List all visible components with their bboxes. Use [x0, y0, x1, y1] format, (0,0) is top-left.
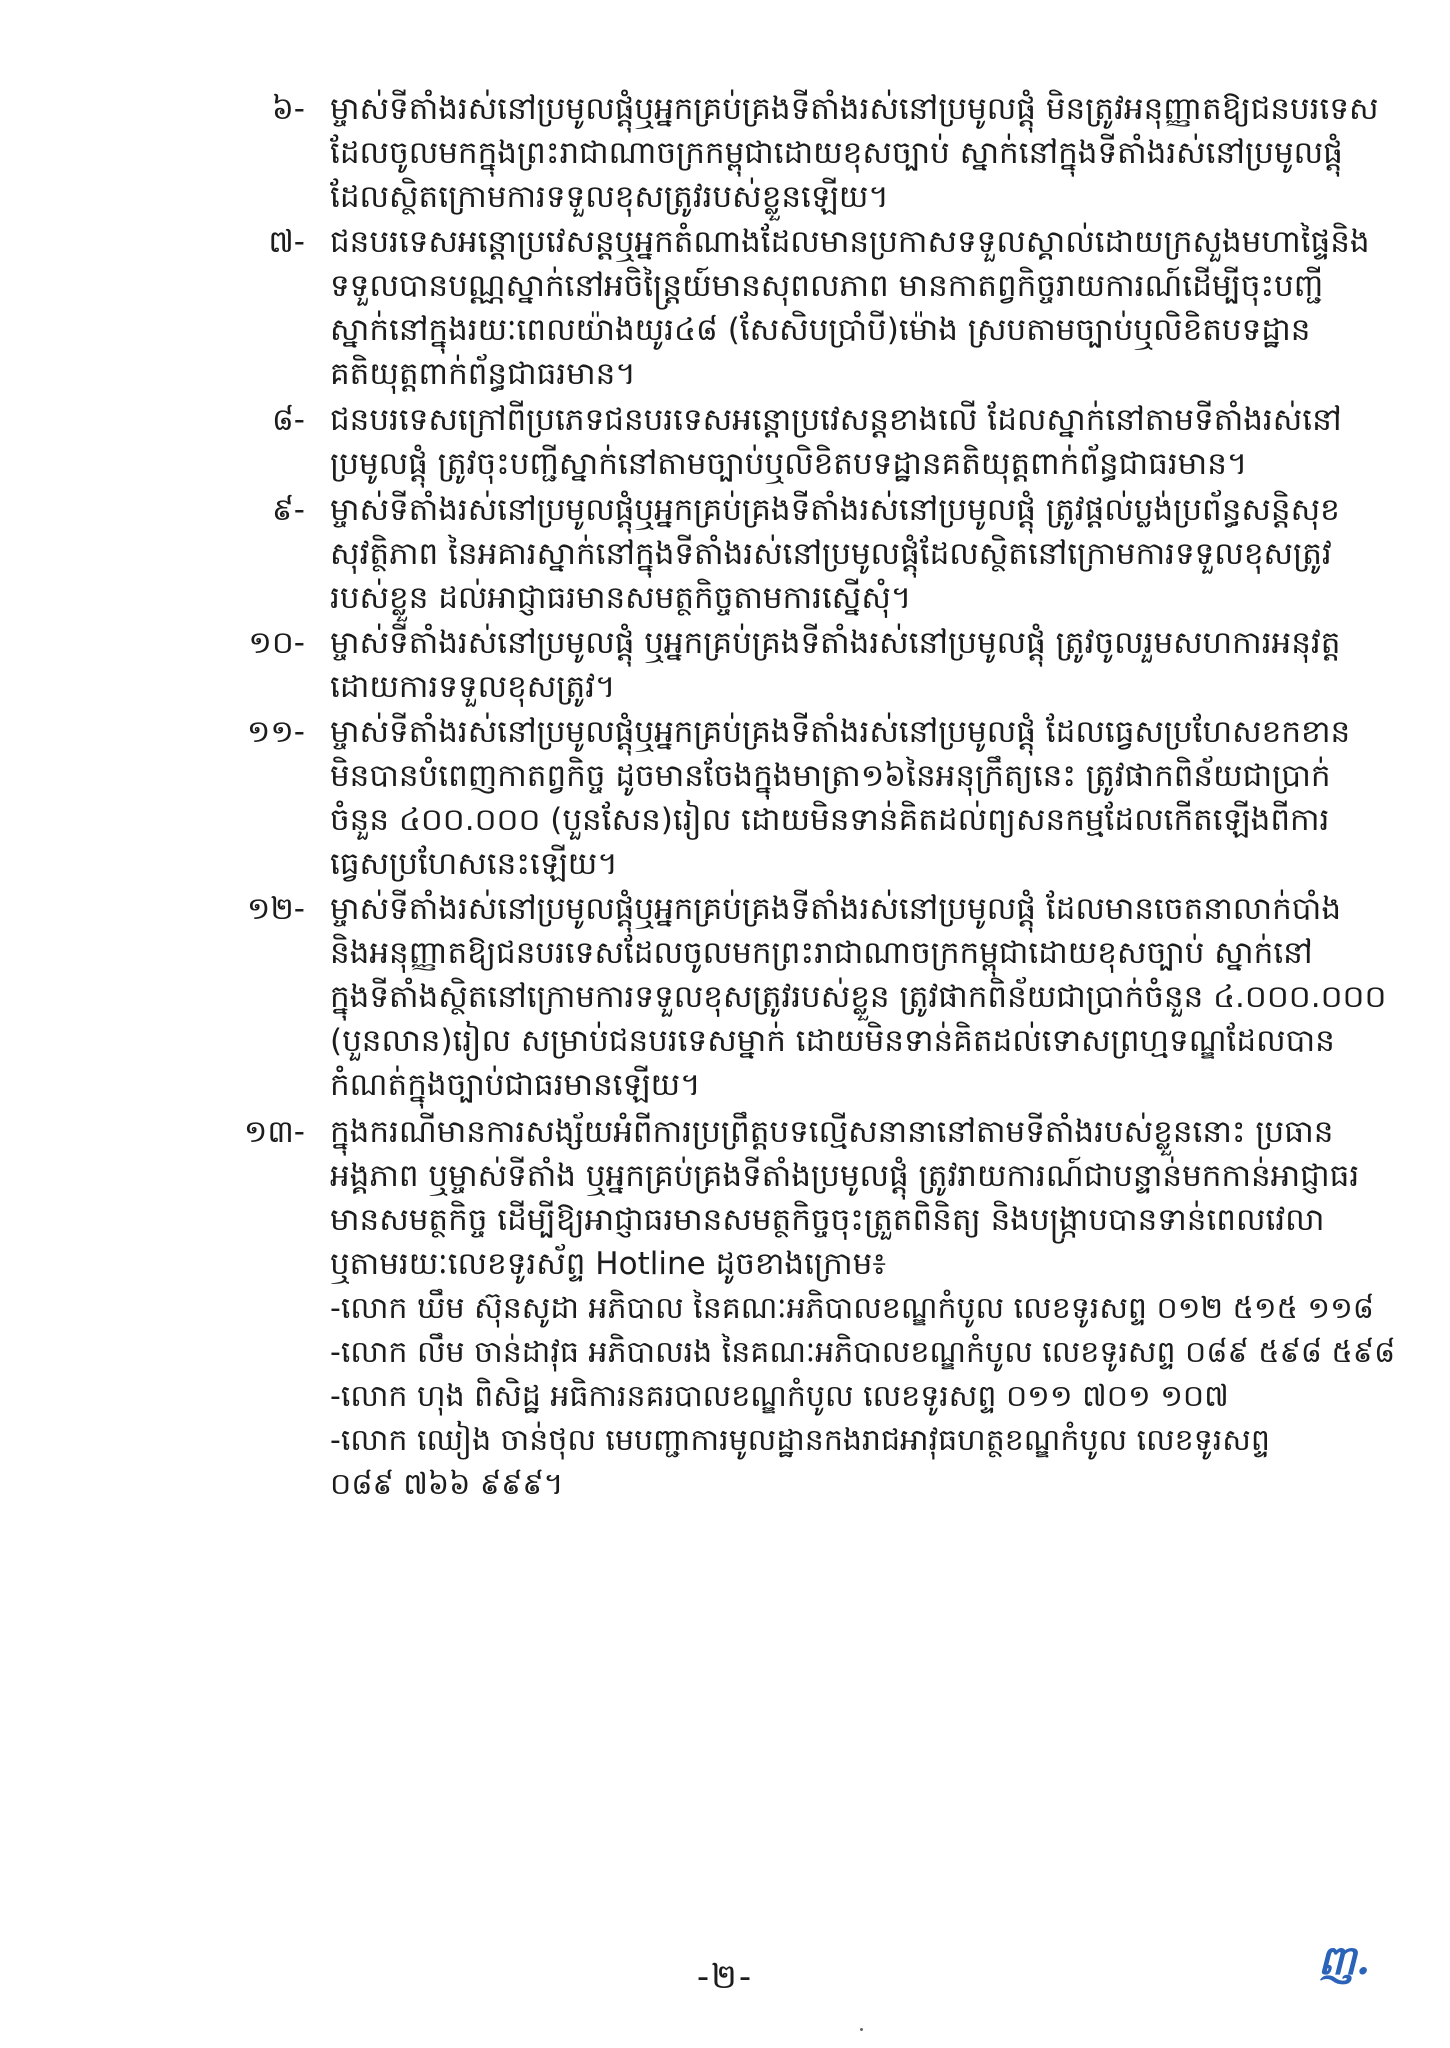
- item-text-line: មានសមត្ថកិច្ច ដើម្បីឱ្យអាជ្ញាធរមានសមត្ថកិច្ចចុះត្រួតពិនិត្យ និងបង្ក្រាបបានទាន់ពេលវេលា: [330, 1202, 1325, 1238]
- item-number: ៩-: [271, 492, 305, 528]
- item-text-line: ទទួលបានបណ្ណស្នាក់នៅអចិន្ត្រៃយ៍មានសុពលភាព មានកាតព្វកិច្ចរាយការណ៍ដើម្បីចុះបញ្ជី: [330, 268, 1324, 304]
- item-text-line: ប្រមូលផ្តុំ ត្រូវចុះបញ្ជីស្នាក់នៅតាមច្បាប់ឬលិខិតបទដ្ឋានគតិយុត្តពាក់ព័ន្ធជាធរមាន។: [330, 446, 1248, 482]
- item-text-line: ស្នាក់នៅក្នុងរយៈពេលយ៉ាងយូរ៤៨ (សែសិបប្រាំបី)ម៉ោង ស្របតាមច្បាប់ឬលិខិតបទដ្ឋាន: [330, 312, 1311, 348]
- item-text-line: (បួនលាន)រៀល សម្រាប់ជនបរទេសម្នាក់ ដោយមិនទាន់គិតដល់ទោសព្រហ្មទណ្ឌដែលបាន: [330, 1023, 1335, 1059]
- handwritten-initials: ញ.: [1318, 1937, 1371, 1984]
- item-text-line: ធ្វេសប្រហែសនេះឡើយ។: [330, 846, 618, 882]
- item-text-line: ជនបរទេសអន្តោប្រវេសន្តឬអ្នកតំណាងដែលមានប្រកាសទទួលស្គាល់ដោយក្រសួងមហាផ្ទៃនិង: [330, 224, 1370, 260]
- item-number: ៦-: [271, 91, 305, 127]
- item-number: ៨-: [271, 402, 305, 438]
- scan-speck: [860, 2028, 863, 2031]
- item-text-line: អង្គភាព ឬម្ចាស់ទីតាំង ឬអ្នកគ្រប់គ្រងទីតាំងប្រមូលផ្តុំ ត្រូវរាយការណ៍ជាបន្ទាន់មកកាន់អាជ្ញាធរ: [330, 1158, 1360, 1194]
- item-text-line: របស់ខ្លួន ដល់អាជ្ញាធរមានសមត្ថកិច្ចតាមការស្នើសុំ។: [330, 580, 912, 616]
- item-text-line: សុវត្ថិភាព នៃអគារស្នាក់នៅក្នុងទីតាំងរស់នៅប្រមូលផ្តុំដែលស្ថិតនៅក្រោមការទទួលខុសត្រូវ: [330, 536, 1332, 572]
- item-text-line: ម្ចាស់ទីតាំងរស់នៅប្រមូលផ្តុំឬអ្នកគ្រប់គ្រងទីតាំងរស់នៅប្រមូលផ្តុំ ត្រូវផ្តល់ប្លង់ប្រព័ន្ធសន្តិសុខ: [330, 492, 1340, 528]
- item-number: ១២-: [246, 891, 305, 927]
- item-text-line: មិនបានបំពេញកាតព្វកិច្ច ដូចមានចែងក្នុងមាត្រា១៦នៃអនុក្រឹត្យនេះ ត្រូវផាកពិន័យជាប្រាក់: [330, 758, 1331, 794]
- item-text-line: ម្ចាស់ទីតាំងរស់នៅប្រមូលផ្តុំ ឬអ្នកគ្រប់គ្រងទីតាំងរស់នៅប្រមូលផ្តុំ ត្រូវចូលរួមសហការអនុវត្ត: [330, 625, 1341, 661]
- item-text-line: ម្ចាស់ទីតាំងរស់នៅប្រមូលផ្តុំឬអ្នកគ្រប់គ្រងទីតាំងរស់នៅប្រមូលផ្តុំ មិនត្រូវអនុញ្ញាតឱ្យជនបរទេស: [330, 91, 1379, 127]
- item-text-line: ក្នុងករណីមានការសង្ស័យអំពីការប្រព្រឹត្តបទល្មើសនានានៅតាមទីតាំងរបស់ខ្លួននោះ ប្រធាន: [330, 1114, 1334, 1150]
- hotline-contact: -លោក ឃឹម ស៊ុនសូដា អភិបាល នៃគណៈអភិបាលខណ្ឌកំបូល លេខទូរសព្ទ ០១២ ៥១៥ ១១៨: [330, 1291, 1375, 1326]
- item-text-line: ដែលចូលមកក្នុងព្រះរាជាណាចក្រកម្ពុជាដោយខុសច្បាប់ ស្នាក់នៅក្នុងទីតាំងរស់នៅប្រមូលផ្តុំ: [330, 135, 1343, 171]
- item-text-line: ចំនួន ៤០០.០០០ (បួនសែន)រៀល ដោយមិនទាន់គិតដល់ព្យសនកម្មដែលកើតឡើងពីការ: [330, 802, 1330, 838]
- hotline-contact: ០៨៩ ៧៦៦ ៩៩៩។: [330, 1467, 564, 1502]
- item-text-line: និងអនុញ្ញាតឱ្យជនបរទេសដែលចូលមកព្រះរាជាណាចក្រកម្ពុជាដោយខុសច្បាប់ ស្នាក់នៅ: [330, 935, 1313, 971]
- item-text-line: ម្ចាស់ទីតាំងរស់នៅប្រមូលផ្តុំឬអ្នកគ្រប់គ្រងទីតាំងរស់នៅប្រមូលផ្តុំ ដែលធ្វេសប្រហែសខកខាន: [330, 714, 1351, 750]
- item-text-line: ក្នុងទីតាំងស្ថិតនៅក្រោមការទទួលខុសត្រូវរបស់ខ្លួន ត្រូវផាកពិន័យជាប្រាក់ចំនួន ៤.០០០.០០០: [330, 979, 1387, 1015]
- item-number: ១១-: [246, 714, 305, 750]
- item-text-line: កំណត់ក្នុងច្បាប់ជាធរមានឡើយ។: [330, 1067, 701, 1103]
- hotline-contact: -លោក ឈៀង ចាន់ថុល មេបញ្ជាការមូលដ្ឋានកងរាជអាវុធហត្ថខណ្ឌកំបូល លេខទូរសព្ទ: [330, 1423, 1270, 1458]
- item-text-line: គតិយុត្តពាក់ព័ន្ធជាធរមាន។: [330, 356, 636, 392]
- item-text-line: ដែលស្ថិតក្រោមការទទួលខុសត្រូវរបស់ខ្លួនឡើយ។: [330, 179, 889, 215]
- hotline-contact: -លោក លឹម ចាន់ដាវុធ អភិបាលរង នៃគណៈអភិបាលខណ្ឌកំបូល លេខទូរសព្ទ ០៨៩ ៥៩៨ ៥៩៨: [330, 1335, 1396, 1370]
- item-number: ១៣-: [243, 1114, 305, 1150]
- item-text-line: ឬតាមរយៈលេខទូរស័ព្ទ Hotline ដូចខាងក្រោម៖: [330, 1246, 886, 1282]
- hotline-contact: -លោក ហុង ពិសិដ្ឋ អធិការនគរបាលខណ្ឌកំបូល លេខទូរសព្ទ ០១១ ៧០១ ១០៧: [330, 1379, 1229, 1414]
- item-number: ៧-: [268, 224, 305, 260]
- item-number: ១០-: [248, 625, 305, 661]
- item-text-line: ដោយការទទួលខុសត្រូវ។: [330, 669, 616, 705]
- page-number: -២-: [696, 1957, 754, 1997]
- item-text-line: ជនបរទេសក្រៅពីប្រភេទជនបរទេសអន្តោប្រវេសន្តខាងលើ ដែលស្នាក់នៅតាមទីតាំងរស់នៅ: [330, 402, 1342, 438]
- item-text-line: ម្ចាស់ទីតាំងរស់នៅប្រមូលផ្តុំឬអ្នកគ្រប់គ្រងទីតាំងរស់នៅប្រមូលផ្តុំ ដែលមានចេតនាលាក់បាំង: [330, 891, 1341, 927]
